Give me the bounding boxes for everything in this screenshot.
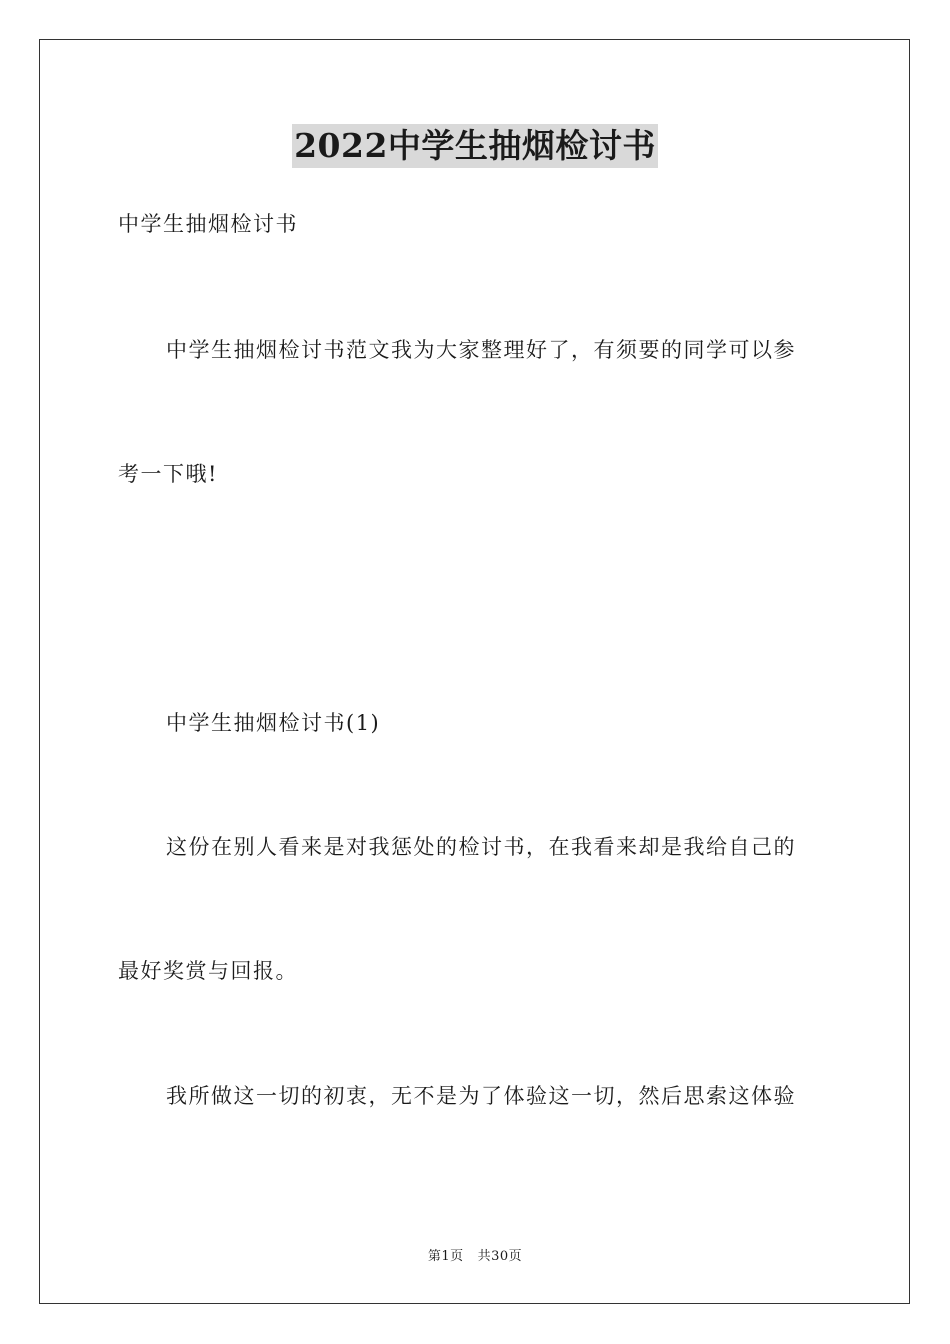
paragraph-line: 中学生抽烟检讨书范文我为大家整理好了，有须要的同学可以参 [166, 338, 796, 362]
section-heading: 中学生抽烟检讨书(1) [166, 711, 381, 735]
document-subtitle: 中学生抽烟检讨书 [118, 212, 298, 236]
paragraph-line: 我所做这一切的初衷，无不是为了体验这一切，然后思索这体验 [166, 1084, 796, 1108]
title-container [0, 124, 950, 168]
paragraph-line: 这份在别人看来是对我惩处的检讨书，在我看来却是我给自己的 [166, 835, 796, 859]
page-number: 第1页 [427, 1249, 464, 1264]
paragraph-line: 最好奖赏与回报。 [118, 959, 298, 983]
paragraph-line: 考一下哦! [118, 462, 218, 486]
page-total: 共30页 [477, 1249, 523, 1264]
document-title: 2022中学生抽烟检讨书 [292, 124, 658, 168]
page-footer [0, 1247, 950, 1267]
